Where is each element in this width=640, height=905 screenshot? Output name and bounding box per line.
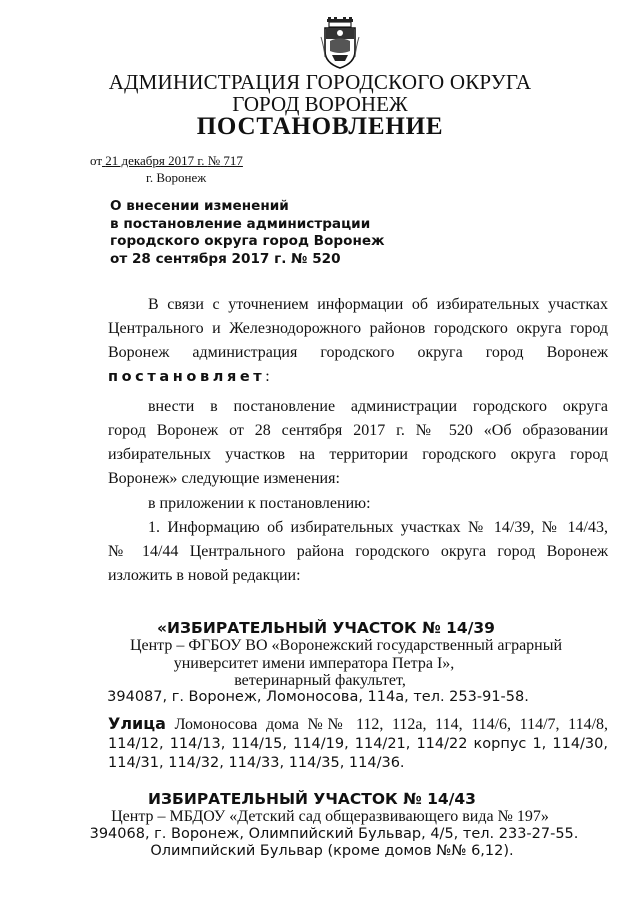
precinct-title: «ИЗБИРАТЕЛЬНЫЙ УЧАСТОК № 14/39: [157, 619, 495, 637]
paragraph-line: город Воронеж от 28 сентября 2017 г. № 520 «Об образовании: [108, 422, 608, 439]
resolves-word: постановляет:: [108, 368, 270, 385]
precinct-center: Центр – ФГБОУ ВО «Воронежский государственный аграрный: [129, 637, 563, 654]
paragraph-line: 1. Информацию об избирательных участках № 14/39, № 14/43,: [148, 519, 608, 536]
preamble-paragraph: [108, 293, 608, 389]
coat-of-arms-icon: [318, 17, 362, 69]
appendix-paragraph: в приложении к постановлению:: [148, 495, 371, 512]
paragraph-line: изложить в новой редакции:: [108, 567, 301, 584]
document-subject: [110, 198, 385, 268]
precinct-address: 394087, г. Воронеж, Ломоносова, 114а, тел. 253-91-58.: [107, 689, 529, 705]
organization-name-line1: АДМИНИСТРАЦИЯ ГОРОДСКОГО ОКРУГА: [108, 70, 532, 94]
precinct-center: университет имени императора Петра I»,: [173, 655, 455, 672]
street-line: Улица Ломоносова дома №№ 112, 112а, 114, 114/6, 114/7, 114/8,: [108, 714, 609, 733]
precinct-title: ИЗБИРАТЕЛЬНЫЙ УЧАСТОК № 14/43: [148, 790, 476, 808]
document-date: 21 декабря 2017 г.: [105, 153, 205, 168]
amendment-paragraph: [108, 395, 608, 491]
paragraph-line: № 14/44 Центрального района городского округа город Воронеж: [108, 543, 608, 560]
paragraph-line: Центрального и Железнодорожного районов городского округа город: [108, 320, 608, 337]
subject-line: от 28 сентября 2017 г. № 520: [110, 250, 341, 267]
subject-line: О внесении изменений: [110, 198, 289, 214]
street-line: 114/31, 114/32, 114/33, 114/35, 114/36.: [108, 755, 405, 771]
document-date-line: [90, 153, 243, 169]
document-type: ПОСТАНОВЛЕНИЕ: [196, 113, 444, 140]
precinct-streets: Олимпийский Бульвар (кроме домов №№ 6,12).: [150, 843, 514, 859]
paragraph-line: Воронеж администрация городского округа город Воронеж: [108, 344, 608, 361]
document-number: № 717: [207, 153, 243, 168]
paragraph-line: избирательных участков на территории городского округа город: [108, 446, 608, 463]
paragraph-line: Воронеж» следующие изменения:: [108, 470, 340, 487]
document-city: г. Воронеж: [146, 170, 207, 185]
organization-name-line2: ГОРОД ВОРОНЕЖ: [232, 92, 408, 116]
precinct-streets: [108, 714, 608, 774]
paragraph-line: внести в постановление администрации городского округа: [148, 398, 608, 415]
precinct-center: Центр – МБДОУ «Детский сад общеразвивающего вида № 197»: [111, 808, 549, 825]
subject-line: городского округа город Воронеж: [110, 233, 385, 249]
paragraph-line: В связи с уточнением информации об избирательных участках: [148, 296, 608, 313]
precincts-paragraph: [108, 516, 608, 588]
subject-line: в постановление администрации: [110, 215, 371, 232]
precinct-center: ветеринарный факультет,: [234, 672, 406, 689]
date-prefix: от: [90, 153, 103, 168]
precinct-address: 394068, г. Воронеж, Олимпийский Бульвар, 4/5, тел. 233-27-55.: [89, 826, 579, 842]
street-line: 114/12, 114/13, 114/15, 114/19, 114/21, 114/22 корпус 1, 114/30,: [108, 735, 608, 752]
